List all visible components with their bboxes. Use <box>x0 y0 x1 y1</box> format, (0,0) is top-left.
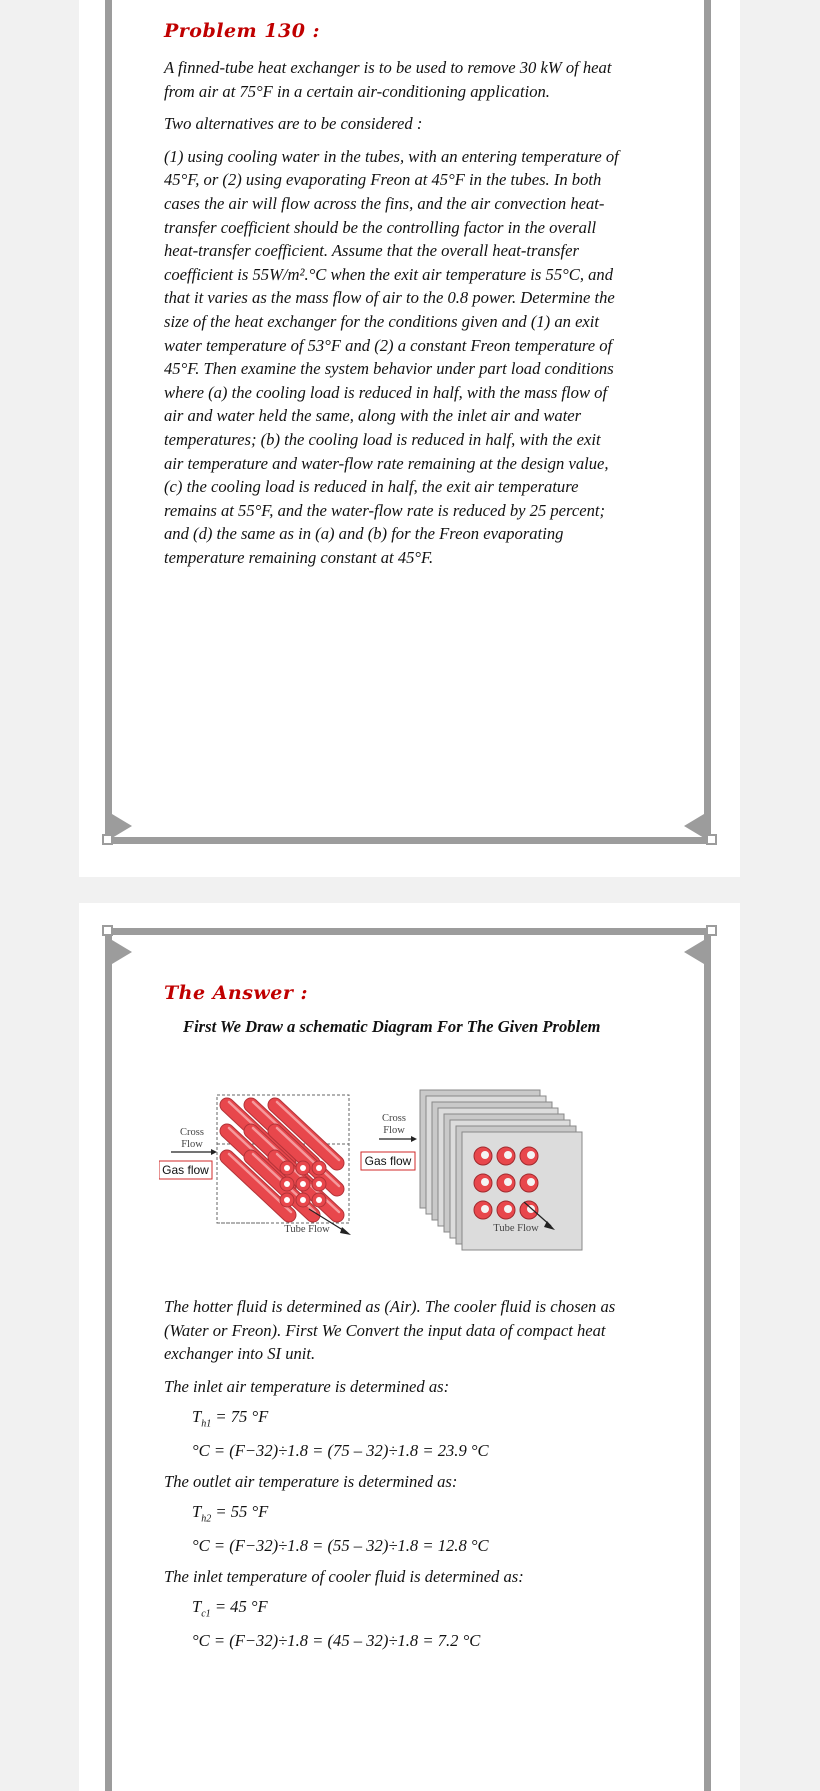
problem-heading: Problem 130 : <box>164 20 321 42</box>
problem-statement-line-5: heat-transfer coefficient. Assume that the overall heat-transfer <box>164 241 579 261</box>
inlet-cooler-text: The inlet temperature of cooler fluid is determined as: <box>164 1566 524 1586</box>
problem-statement-line-16: remains at 55°F, and the water-flow rate is reduced by 25 percent; <box>164 500 606 520</box>
problem-statement-line-4: transfer coefficient should be the controlling factor in the overall <box>164 217 597 237</box>
right-cross-flow-label-2: Flow <box>383 1125 405 1136</box>
problem-statement-line-18: temperature remaining constant at 45°F. <box>164 547 434 567</box>
left-tube-flow-label: Tube Flow <box>284 1224 330 1235</box>
tube-bore <box>300 1197 306 1203</box>
problem-statement-line-7: that it varies as the mass flow of air to the 0.8 power. Determine the <box>164 288 615 308</box>
problem-intro-line-2: from air at 75°F in a certain air-conditioning application. <box>164 81 550 101</box>
problem-intro-line-1: A finned-tube heat exchanger is to be used to remove 30 kW of heat <box>164 58 612 77</box>
page-border-left <box>105 0 112 840</box>
tube-bore <box>481 1151 489 1159</box>
outlet-air-text: The outlet air temperature is determined as: <box>164 1471 458 1491</box>
answer-intro-line-3: exchanger into SI unit. <box>164 1344 316 1364</box>
tube-bore <box>284 1181 290 1187</box>
document-page-2 <box>79 903 740 1791</box>
heat-exchanger-schematic <box>159 1084 649 1284</box>
th1-subscript: h1 <box>201 1418 212 1430</box>
problem-statement-line-13: temperatures; (b) the cooling load is reduced in half, with the exit <box>164 429 601 449</box>
problem-statement-line-15: (c) the cooling load is reduced in half, the exit air temperature <box>164 477 579 497</box>
tube-bore <box>481 1205 489 1213</box>
alternatives-text: Two alternatives are to be considered : <box>164 114 423 134</box>
schematic-title: First We Draw a schematic Diagram For The Given Problem <box>183 1017 601 1036</box>
tube-bore <box>284 1165 290 1171</box>
corner-square-top-left <box>102 925 113 936</box>
tube-bore <box>300 1181 306 1187</box>
problem-statement-line-9: water temperature of 53°F and (2) a constant Freon temperature of <box>164 335 613 355</box>
tube-bore <box>504 1205 512 1213</box>
right-tube-ends <box>474 1147 538 1219</box>
page-border-left <box>105 931 112 1791</box>
left-cross-flow-label-1: Cross <box>180 1127 204 1138</box>
corner-square-top-right <box>706 925 717 936</box>
th2-subscript: h2 <box>201 1513 212 1525</box>
th1-value: = 75 °F <box>211 1407 269 1427</box>
corner-square-bottom-left <box>102 834 113 845</box>
tube-bore <box>481 1178 489 1186</box>
tube-bore <box>527 1178 535 1186</box>
tube-bore <box>284 1197 290 1203</box>
problem-statement-line-10: 45°F. Then examine the system behavior under part load conditions <box>164 359 614 379</box>
problem-statement-line-1: (1) using cooling water in the tubes, with an entering temperature of <box>164 146 619 166</box>
tube-bore <box>300 1165 306 1171</box>
problem-statement-line-17: and (d) the same as in (a) and (b) for the Freon evaporating <box>164 524 564 544</box>
tube-bore <box>504 1178 512 1186</box>
left-cross-flow-label-2: Flow <box>181 1139 203 1150</box>
answer-intro-line-2: (Water or Freon). First We Convert the input data of compact heat <box>164 1320 606 1340</box>
page-border-right <box>704 0 711 840</box>
right-cross-flow-label-1: Cross <box>382 1113 406 1124</box>
arrowhead <box>411 1136 417 1142</box>
problem-statement <box>164 145 653 570</box>
corner-marker-bottom-left <box>112 814 132 838</box>
tube-bore <box>527 1151 535 1159</box>
th2-symbol: T <box>192 1502 202 1522</box>
tube-bore <box>316 1165 322 1171</box>
tc1-symbol: T <box>192 1597 202 1617</box>
page-border-top <box>105 928 711 935</box>
answer-intro <box>164 1295 653 1366</box>
arrowhead <box>340 1227 351 1235</box>
inlet-air-text: The inlet air temperature is determined as: <box>164 1376 450 1396</box>
problem-statement-line-14: air temperature and water-flow rate remaining at the design value, <box>164 453 609 473</box>
corner-marker-top-right <box>684 940 704 964</box>
th2-equation <box>192 1502 653 1524</box>
tc1-value: = 45 °F <box>210 1597 268 1617</box>
tc1-equation <box>192 1597 653 1619</box>
problem-intro <box>164 56 653 103</box>
tube-bore <box>504 1151 512 1159</box>
left-gas-flow-label: Gas flow <box>162 1163 209 1177</box>
tube-bore <box>316 1197 322 1203</box>
document-page-1 <box>79 0 740 877</box>
corner-marker-bottom-right <box>684 814 704 838</box>
corner-square-bottom-right <box>706 834 717 845</box>
right-tube-flow-label: Tube Flow <box>493 1223 539 1234</box>
page-border-bottom <box>105 837 711 844</box>
problem-statement-line-3: cases the air will flow across the fins, and the air convection heat- <box>164 193 605 213</box>
th1-conversion: °C = (F−32)÷1.8 = (75 – 32)÷1.8 = 23.9 °C <box>192 1440 489 1460</box>
answer-intro-line-1: The hotter fluid is determined as (Air). The cooler fluid is chosen as <box>164 1297 616 1316</box>
problem-statement-line-8: size of the heat exchanger for the conditions given and (1) an exit <box>164 311 600 331</box>
tc1-subscript: c1 <box>201 1608 211 1620</box>
problem-statement-line-12: air and water held the same, along with the inlet air and water <box>164 406 582 426</box>
right-gas-flow-label: Gas flow <box>364 1154 412 1168</box>
page-border-right <box>704 931 711 1791</box>
problem-statement-line-6: coefficient is 55W/m².°C when the exit air temperature is 55°C, and <box>164 264 614 284</box>
answer-heading: The Answer : <box>164 982 308 1004</box>
th1-equation <box>192 1407 653 1429</box>
problem-statement-line-11: where (a) the cooling load is reduced in half, with the mass flow of <box>164 382 608 402</box>
th1-symbol: T <box>192 1407 202 1427</box>
th2-conversion: °C = (F−32)÷1.8 = (55 – 32)÷1.8 = 12.8 °C <box>192 1535 489 1555</box>
th2-value: = 55 °F <box>211 1502 269 1522</box>
tc1-conversion: °C = (F−32)÷1.8 = (45 – 32)÷1.8 = 7.2 °C <box>192 1630 481 1650</box>
corner-marker-top-left <box>112 940 132 964</box>
problem-statement-line-2: 45°F, or (2) using evaporating Freon at 45°F in the tubes. In both <box>164 170 602 190</box>
arrowhead <box>211 1149 217 1155</box>
left-tube-bundle <box>227 1102 339 1215</box>
tube-bore <box>316 1181 322 1187</box>
